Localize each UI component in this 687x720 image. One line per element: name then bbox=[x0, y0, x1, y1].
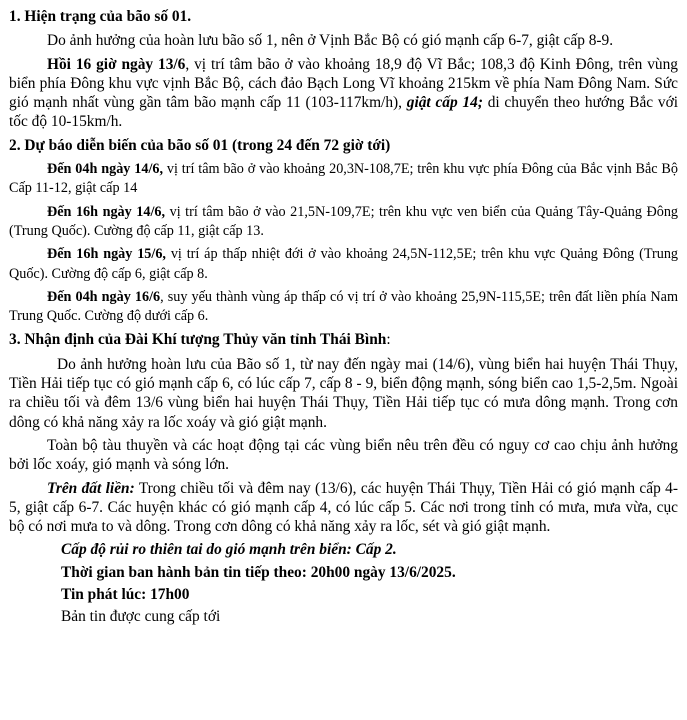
forecast-body: vị trí tâm bão ở vào khoảng 20,3N-108,7E; trên khu vực phía Đông của Bắc vịnh Bắc Bộ Cấp 11-12, giật cấp 14 bbox=[9, 161, 678, 197]
section-3-paragraph-3 bbox=[9, 479, 678, 537]
forecast-time-lead: Đến 04h ngày 16/6 bbox=[47, 288, 161, 305]
section-1-paragraph-1: Do ảnh hưởng của hoàn lưu bão số 1, nên ở Vịnh Bắc Bộ có gió mạnh cấp 6-7, giật cấp 8-9. bbox=[47, 32, 614, 50]
next-bulletin-line bbox=[9, 563, 678, 582]
forecast-time-lead: Đến 04h ngày 14/6, bbox=[47, 161, 164, 178]
cut-off-line: Bản tin được cung cấp tới bbox=[61, 608, 221, 626]
next-bulletin-value: : 20h00 ngày 13/6/2025. bbox=[301, 563, 456, 581]
forecast-time-lead: Đến 16h ngày 15/6, bbox=[47, 246, 166, 263]
forecast-item bbox=[9, 245, 678, 284]
section-3-title: 3. Nhận định của Đài Khí tượng Thủy văn tỉnh Thái Bình bbox=[9, 331, 387, 349]
section-1-heading: 1. Hiện trạng của bão số 01. bbox=[9, 8, 192, 25]
issued-time-line: Tin phát lúc: 17h00 bbox=[61, 586, 190, 604]
forecast-body: vị trí tâm bão ở vào 21,5N-109,7E; trên khu vực ven biển của Quảng Tây-Quảng Đông (Trung Quốc). Cường độ cấp 11, giật cấp 13. bbox=[9, 203, 679, 239]
risk-level-text: Cấp độ rủi ro thiên tai do gió mạnh trên biển: Cấp 2. bbox=[61, 541, 397, 559]
section-1-paragraph-2 bbox=[9, 55, 678, 132]
risk-level-line bbox=[9, 540, 678, 559]
forecast-item bbox=[9, 288, 678, 327]
next-bulletin-label: Thời gian ban hành bản tin tiếp theo bbox=[61, 563, 302, 581]
section-3-paragraph-1: Do ảnh hưởng hoàn lưu của Bão số 1, từ nay đến ngày mai (14/6), vùng biển hai huyện Thái Thụy, Tiền Hải tiếp tục có gió mạnh cấp 6, có lúc cấp 7, cấp 8 - 9, biển động mạnh, sóng biển cao 1,5-2,5m. Ngoài ra chiều tối và đêm 13/6 vùng biển hai huyện Thái Thụy, Tiền Hải tiếp tục có mưa dông mạnh. Trong cơn dông có khả năng xảy ra lốc xoáy và gió giật mạnh. bbox=[9, 355, 678, 431]
storm-gust-text: giật cấp 14; bbox=[406, 94, 483, 112]
forecast-body: , suy yếu thành vùng áp thấp có vị trí ở vào khoảng 25,9N-115,5E; trên đất liền phía Nam Trung Quốc. Cường độ dưới cấp 6. bbox=[9, 288, 678, 325]
mainland-body: Trong chiều tối và đêm nay (13/6), các huyện Thái Thụy, Tiền Hải có gió mạnh cấp 4-5, giật cấp 6-7. Các huyện khác có gió mạnh cấp 4, có lúc cấp 5. Các nơi trong tỉnh có mưa, mưa vừa, cục bộ có nơi mưa to và dông. Trong cơn dông có khả năng xảy ra lốc, sét và gió giật mạnh. bbox=[9, 479, 678, 536]
forecast-body: vị trí áp thấp nhiệt đới ở vào khoảng 24,5N-112,5E; trên khu vực Quảng Đông (Trung Quốc). Cường độ cấp 6, giật cấp 8. bbox=[9, 246, 679, 282]
storm-time-lead: Hồi 16 giờ ngày 13/6 bbox=[47, 55, 186, 73]
storm-movement-text: di chuyển theo hướng Bắc với tốc độ 10-15km/h. bbox=[9, 94, 678, 131]
mainland-lead: Trên đất liền: bbox=[47, 479, 135, 497]
section-2-heading: 2. Dự báo diễn biến của bão số 01 (trong 24 đến 72 giờ tới) bbox=[9, 136, 391, 154]
forecast-item bbox=[9, 160, 678, 199]
forecast-item bbox=[9, 203, 678, 242]
forecast-time-lead: Đến 16h ngày 14/6, bbox=[47, 203, 166, 220]
section-3-paragraph-2: Toàn bộ tàu thuyền và các hoạt động tại các vùng biển nêu trên đều có nguy cơ cao chịu ảnh hưởng bởi lốc xoáy, gió mạnh và sóng lớn. bbox=[9, 436, 678, 474]
section-3-title-colon: : bbox=[386, 331, 391, 349]
section-3-heading bbox=[9, 330, 678, 349]
storm-position-text: , vị trí tâm bão ở vào khoảng 18,9 độ Vĩ Bắc; 108,3 độ Kinh Đông, trên vùng biển phía Đông khu vực vịnh Bắc Bộ, cách đảo Bạch Long Vĩ khoảng 215km về phía Nam Đông Nam. Sức gió mạnh nhất vùng gần tâm bão mạnh cấp 11 (103-117km/h), bbox=[9, 55, 678, 112]
